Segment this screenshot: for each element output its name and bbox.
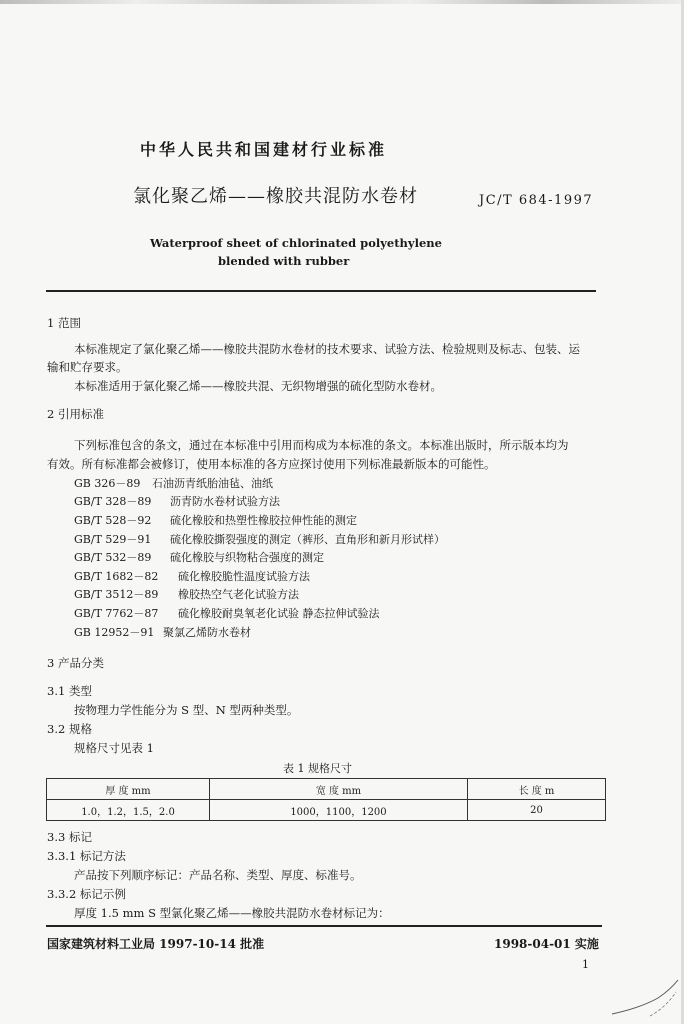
scan-top-artifact bbox=[0, 0, 684, 4]
section-3-2-heading: 3.2 规格 bbox=[47, 722, 92, 736]
ref-code: GB/T 328－89 bbox=[74, 495, 152, 508]
ref-title: 硫化橡胶撕裂强度的测定（裤形、直角形和新月形试样） bbox=[170, 533, 445, 546]
effective-date-line: 1998-04-01 实施 bbox=[494, 937, 599, 951]
org-title: 中华人民共和国建材行业标准 bbox=[140, 140, 388, 159]
section-3-2-text: 规格尺寸见表 1 bbox=[74, 741, 154, 755]
section-1-para2: 本标准适用于氯化聚乙烯——橡胶共混、无织物增强的硫化型防水卷材。 bbox=[74, 379, 442, 393]
section-3-1-heading: 3.1 类型 bbox=[47, 684, 92, 698]
section-2-heading: 2 引用标准 bbox=[47, 407, 104, 421]
section-2-para1-line2: 有效。所有标准都会被修订，使用本标准的各方应探讨使用下列标准最新版本的可能性。 bbox=[47, 457, 496, 471]
table-row bbox=[47, 800, 606, 821]
section-1-para1-line2: 输和贮存要求。 bbox=[47, 360, 128, 374]
section-1-para1-line1: 本标准规定了氯化聚乙烯——橡胶共混防水卷材的技术要求、试验方法、检验规则及标志、包装、运 bbox=[74, 342, 580, 356]
table-cell: 1000，1100，1200 bbox=[210, 800, 468, 821]
ref-title: 橡胶热空气老化试验方法 bbox=[178, 588, 299, 601]
ref-title: 沥青防水卷材试验方法 bbox=[170, 495, 280, 508]
ref-title: 石油沥青纸胎油毡、油纸 bbox=[152, 477, 273, 490]
table-cell: 1.0，1.2，1.5，2.0 bbox=[47, 800, 210, 821]
section-1-heading: 1 范围 bbox=[47, 316, 81, 330]
table-cell: 20 bbox=[468, 800, 606, 821]
ref-title: 硫化橡胶和热塑性橡胶拉伸性能的测定 bbox=[170, 514, 357, 527]
english-title-line2: blended with rubber bbox=[218, 254, 350, 268]
section-3-3-2-text: 厚度 1.5 mm S 型氯化聚乙烯——橡胶共混防水卷材标记为： bbox=[74, 906, 390, 920]
header-divider bbox=[46, 290, 596, 292]
ref-code: GB/T 1682－82 bbox=[74, 570, 159, 583]
doc-title: 氯化聚乙烯——橡胶共混防水卷材 bbox=[133, 186, 418, 207]
ref-title: 硫化橡胶脆性温度试验方法 bbox=[178, 570, 310, 583]
table-header-row bbox=[47, 779, 606, 800]
ref-title: 硫化橡胶耐臭氧老化试验 静态拉伸试验法 bbox=[178, 607, 380, 620]
section-3-3-heading: 3.3 标记 bbox=[47, 830, 92, 844]
ref-code: GB 12952－91 bbox=[74, 626, 155, 639]
section-3-heading: 3 产品分类 bbox=[47, 656, 104, 670]
approval-line: 国家建筑材料工业局 1997-10-14 批准 bbox=[47, 937, 265, 951]
section-3-3-2-heading: 3.3.2 标记示例 bbox=[47, 887, 126, 901]
table-caption: 表 1 规格尺寸 bbox=[283, 762, 352, 775]
ref-code: GB/T 529－91 bbox=[74, 533, 152, 546]
ref-code: GB/T 528－92 bbox=[74, 514, 152, 527]
table-header-cell: 厚 度 mm bbox=[47, 779, 210, 800]
spec-table bbox=[46, 778, 606, 821]
table-header-cell: 长 度 m bbox=[468, 779, 606, 800]
ref-code: GB 326－89 bbox=[74, 477, 141, 490]
ref-title: 聚氯乙烯防水卷材 bbox=[163, 626, 251, 639]
ref-code: GB/T 7762－87 bbox=[74, 607, 159, 620]
ref-code: GB/T 3512－89 bbox=[74, 588, 159, 601]
table-header-cell: 宽 度 mm bbox=[210, 779, 468, 800]
section-2-para1-line1: 下列标准包含的条文，通过在本标准中引用而构成为本标准的条文。本标准出版时，所示版本均为 bbox=[74, 438, 569, 452]
page-number: 1 bbox=[582, 958, 589, 971]
page-curl-mark bbox=[610, 978, 680, 1018]
standard-number: JC/T 684-1997 bbox=[479, 193, 594, 208]
ref-title: 硫化橡胶与织物粘合强度的测定 bbox=[170, 551, 324, 564]
section-3-3-1-heading: 3.3.1 标记方法 bbox=[47, 849, 126, 863]
section-3-1-text: 按物理力学性能分为 S 型、N 型两种类型。 bbox=[74, 703, 299, 717]
ref-code: GB/T 532－89 bbox=[74, 551, 152, 564]
footer-divider bbox=[46, 925, 602, 927]
english-title-line1: Waterproof sheet of chlorinated polyethylene bbox=[150, 236, 442, 250]
section-3-3-1-text: 产品按下列顺序标记：产品名称、类型、厚度、标准号。 bbox=[74, 868, 362, 882]
